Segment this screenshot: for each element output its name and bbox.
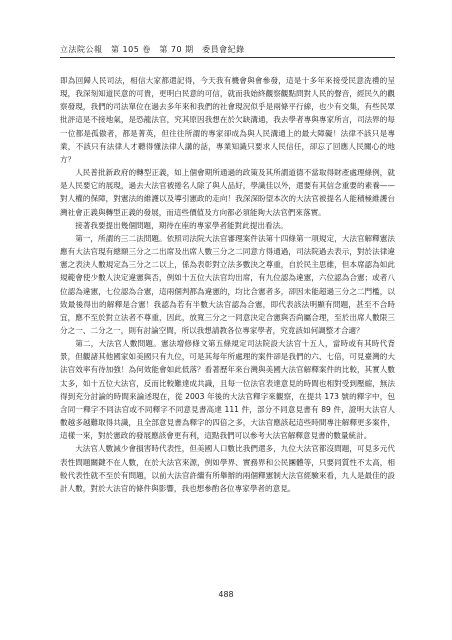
gazette-title: 立法院公報 第 105 卷 第 70 期 委員會紀錄	[60, 45, 245, 54]
page-header	[60, 44, 360, 55]
header-divider	[60, 57, 395, 58]
paragraph: 大法官人數減少會損害時代表性，但美國人口數比我們還多，九位大法官都沒問題，可見多元代表性問題關鍵不在人數，在於大法官來源，例如學界、實務界和公民團體等，只要同質性不太高，相較代表性就不至於有問題，以前大法官許繼有所舉辦的兩個釋憲制大法官經驗來看，九人是最佳的設計人數，對於大法官的條件與影響，我也想參酌各位專家學者的意見。	[60, 444, 395, 493]
document-body	[60, 74, 395, 495]
paragraph: 接著我要提出幾個問題，期待在座的專家學者能對此提出看法。	[75, 220, 288, 230]
paragraph: 第二，大法官人數問題。憲法增修條文第五條規定司法院設大法官十五人，當時或有其時代背景，但觀諸其他國家如美國只有九位，可是其每年所處理的案件卻是我們的六、七倍，可見臺灣的大法官效率有待加強！為何效能會如此低落？看著歷年來台灣與美國大法官解釋案件的比較，其實人數太多，如十五位大法官，反而比較難達成共識，且每一位法官表達意見的時間也相對受到壓縮，無法得到充分討論的時間來論述現在，從 2003 年後的大法官釋字來觀察，在提共 173 號的釋字中，包含同一釋字不同法官或不同釋字不同意見書高達 111 件，部分不同意見書有 89 件，證明大法官人數越多越難取得共識，且全部意見書為釋字的四倍之多，大法官應該起這些時間專注解釋更多案件，這樣一來，對於憲政的發展應該會更有利，這點我們可以參考大法官解釋意見書的數量統計。	[60, 339, 395, 441]
paragraph: 人民普批新政府的轉型正義，如上個會期所通過的政策及其所謂道德不當取得財產處理條例，就是人民要它的展現，過去大法官被捲名人除了與人品好，學識佳以外，還要有其信念重要的素養——對人權的保障，對憲法的維護以及導引憲政的走向！我深深盼望本次的大法官被提名人能積極維護台灣社會正義與轉型正義的發展，而這些價值及方向都必須能夠大法官們來落實。	[60, 168, 395, 217]
paragraph: 即為回歸人民司法，相信大家都還記得，今天我有機會與會參發，這是十多年來接受民意洗禮的呈現，我深刻知道民意的可貴，更明白民意的可信，就而我始終觀察觀點問對人民的聲音，經民久的觀察發現，我們的司法單位在過去多年來和我們的社會現況似乎是兩條平行線，也少有交集，有些民眾批評這是不接地氣，是恐龍法官，究其原因我想在於欠缺溝通，我去學者專與專家所言，司法界的每一位都是孤傲者，都是菁英，但往往所謂的專家卻成為與人民溝通上的最大障礙！法律不該只是專業，不該只有法律人才聽得懂法律人講的話，專業知識只要求人民信任，卻忘了回應人民關心的地方？	[60, 76, 395, 164]
paragraph: 第一，所謂的三二法問題。依照司法院大法官審理案件法第十四條第一項規定，大法官解釋憲法應有大法官現有總額三分之二出席及出席人數三分之二同意方得通過，司法院過去表示，對於法律違憲之表決人數規定為三分之二以上，係為表彰對立法多數決之尊重，自於民主思維，但本席認為如此規範會使少數人決定違憲與否，例如十五位大法官均出席，有九位認為違憲，六位認為合憲；或者八位認為違憲，七位認為合憲，這兩個判都為違憲的，均比合憲者多，卻因未能超過三分之二門檻，以致最後得出的解釋是合憲！我認為若有半數大法官認為合憲，即代表該法明顯有問題，甚至不合時宜，應不至於對立法者不尊重，因此，放寬三分之一同意決定合憲與否尚屬合理，至於出席人數限三分之一、二分之一，則有討論空間，所以我想請教各位專家學者，究竟該如何調整才合適？	[60, 233, 395, 335]
page-number: 488	[218, 590, 234, 599]
